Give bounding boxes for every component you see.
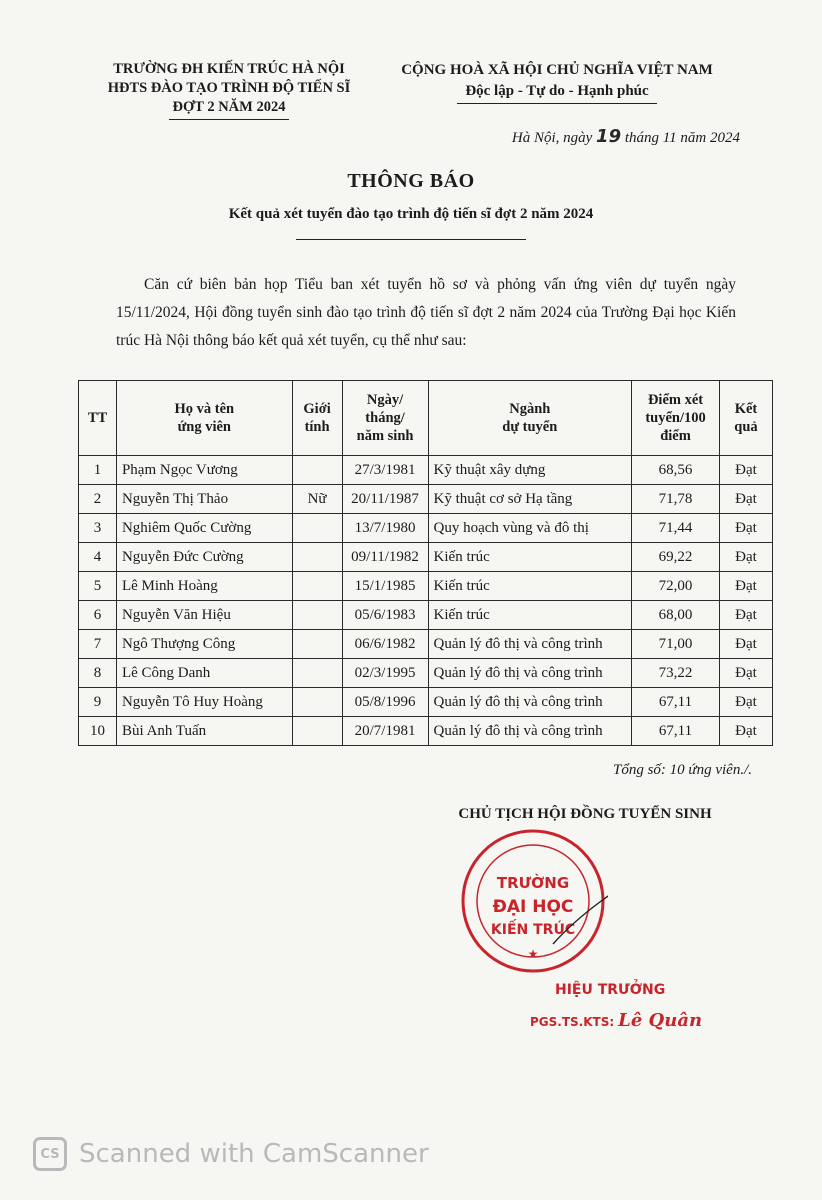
intro-paragraph: Căn cứ biên bản họp Tiểu ban xét tuyển hồ sơ và phỏng vấn ứng viên dự tuyển ngày 15/11/2024, Hội đồng tuyển sinh đào tạo trình độ tiến sĩ đợt 2 năm 2024 của Trường Đại học Kiến trúc Hà Nội thông báo kết quả xét tuyển, cụ thể như sau: (116, 276, 736, 349)
table-row (79, 717, 773, 746)
cell-birthdate: 20/7/1981 (342, 717, 428, 746)
cell-birthdate: 09/11/1982 (342, 543, 428, 572)
cell-score: 72,00 (632, 572, 720, 601)
cell-tt: 5 (79, 572, 117, 601)
date-suffix: tháng 11 năm 2024 (621, 130, 740, 146)
cell-result: Đạt (720, 717, 773, 746)
cell-gender (292, 659, 342, 688)
round-label: ĐỢT 2 NĂM 2024 (172, 99, 286, 115)
table-row (79, 543, 773, 572)
cell-score: 68,56 (632, 456, 720, 485)
cell-score: 73,22 (632, 659, 720, 688)
institution-name: TRƯỜNG ĐH KIẾN TRÚC HÀ NỘI (113, 61, 345, 77)
watermark-text: Scanned with CamScanner (79, 1139, 429, 1169)
cell-score: 71,00 (632, 630, 720, 659)
cell-gender (292, 630, 342, 659)
table-row (79, 485, 773, 514)
document-title: THÔNG BÁO (347, 170, 475, 192)
cell-name: Ngô Thượng Công (116, 630, 292, 659)
header-name (116, 381, 292, 456)
cell-name: Lê Công Danh (116, 659, 292, 688)
header-result-line: Kết (734, 401, 758, 417)
national-header (376, 60, 738, 104)
date-day-handwritten: 19 (596, 126, 622, 147)
cell-birthdate: 20/11/1987 (342, 485, 428, 514)
camscanner-watermark (33, 1136, 429, 1172)
header-major-line: Ngành (509, 401, 551, 417)
cell-major: Quản lý đô thị và công trình (428, 630, 632, 659)
header-score-line: tuyển/100 (645, 410, 706, 426)
seal-line-1: TRƯỜNG (496, 874, 570, 892)
header-tt-line: TT (87, 410, 108, 426)
header-result-line: quả (734, 419, 758, 435)
cell-tt: 1 (79, 456, 117, 485)
header-birthdate-line: năm sinh (356, 428, 414, 444)
national-motto: Độc lập - Tự do - Hạnh phúc (465, 83, 649, 99)
cell-birthdate: 05/6/1983 (342, 601, 428, 630)
cell-tt: 9 (79, 688, 117, 717)
cell-score: 68,00 (632, 601, 720, 630)
cell-major: Kiến trúc (428, 601, 632, 630)
header-score-line: Điểm xét (647, 392, 704, 408)
cell-birthdate: 02/3/1995 (342, 659, 428, 688)
date-prefix: Hà Nội, ngày (511, 130, 597, 146)
document-subtitle: Kết quả xét tuyển đào tạo trình độ tiến sĩ đợt 2 năm 2024 (228, 206, 594, 222)
cell-major: Quy hoạch vùng và đô thị (428, 514, 632, 543)
cell-result: Đạt (720, 601, 773, 630)
cell-gender (292, 601, 342, 630)
cell-name: Nguyễn Đức Cường (116, 543, 292, 572)
cell-result: Đạt (720, 485, 773, 514)
cell-tt: 10 (79, 717, 117, 746)
signer-title-prefix: PGS.TS.KTS: (530, 1015, 615, 1029)
cell-gender (292, 514, 342, 543)
header-birthdate (342, 381, 428, 456)
place-date (440, 126, 740, 147)
cell-result: Đạt (720, 659, 773, 688)
cell-gender (292, 572, 342, 601)
cell-result: Đạt (720, 572, 773, 601)
header-major-line: dự tuyển (502, 419, 558, 435)
chair-title: CHỦ TỊCH HỘI ĐỒNG TUYỂN SINH (458, 806, 712, 822)
cell-name: Nguyễn Thị Thảo (116, 485, 292, 514)
title-divider (296, 239, 526, 240)
cell-result: Đạt (720, 514, 773, 543)
cell-tt: 4 (79, 543, 117, 572)
cell-gender (292, 456, 342, 485)
cell-major: Quản lý đô thị và công trình (428, 659, 632, 688)
cell-name: Nguyễn Tô Huy Hoàng (116, 688, 292, 717)
table-header-row (79, 381, 773, 456)
cell-birthdate: 05/8/1996 (342, 688, 428, 717)
seal-line-2: ĐẠI HỌC (492, 897, 574, 917)
table-row (79, 456, 773, 485)
table-body (79, 456, 773, 746)
header-score-line: điểm (660, 428, 691, 444)
table-row (79, 630, 773, 659)
cell-major: Kiến trúc (428, 543, 632, 572)
header-name-line: ứng viên (177, 419, 231, 435)
header-result (720, 381, 773, 456)
national-title: CỘNG HOÀ XÃ HỘI CHỦ NGHĨA VIỆT NAM (401, 62, 713, 78)
cell-score: 71,44 (632, 514, 720, 543)
cell-major: Kỹ thuật cơ sở Hạ tầng (428, 485, 632, 514)
cell-result: Đạt (720, 456, 773, 485)
cell-major: Kiến trúc (428, 572, 632, 601)
cell-birthdate: 15/1/1985 (342, 572, 428, 601)
cell-score: 67,11 (632, 688, 720, 717)
cell-score: 67,11 (632, 717, 720, 746)
header-left-divider (169, 119, 289, 120)
cell-tt: 3 (79, 514, 117, 543)
header-score (632, 381, 720, 456)
header-birthdate-line: Ngày/ (366, 392, 404, 408)
signer-role: HIỆU TRƯỞNG (555, 982, 666, 998)
cell-name: Nguyễn Văn Hiệu (116, 601, 292, 630)
table-row (79, 601, 773, 630)
seal-line-3: KIẾN TRÚC (490, 922, 576, 938)
cell-result: Đạt (720, 688, 773, 717)
cell-tt: 7 (79, 630, 117, 659)
cell-name: Bùi Anh Tuấn (116, 717, 292, 746)
camscanner-logo-icon: CS (33, 1137, 67, 1171)
header-birthdate-line: tháng/ (365, 410, 405, 426)
cell-gender (292, 543, 342, 572)
total-count: Tổng số: 10 ứng viên./. (612, 762, 752, 778)
header-tt (79, 381, 117, 456)
table-row (79, 572, 773, 601)
cell-major: Kỹ thuật xây dựng (428, 456, 632, 485)
cell-tt: 2 (79, 485, 117, 514)
header-gender-line: Giới (303, 401, 331, 417)
header-gender (292, 381, 342, 456)
cell-birthdate: 27/3/1981 (342, 456, 428, 485)
cell-birthdate: 06/6/1982 (342, 630, 428, 659)
cell-gender (292, 717, 342, 746)
cell-result: Đạt (720, 543, 773, 572)
cell-major: Quản lý đô thị và công trình (428, 688, 632, 717)
cell-score: 71,78 (632, 485, 720, 514)
table-row (79, 514, 773, 543)
cell-major: Quản lý đô thị và công trình (428, 717, 632, 746)
signer-name (530, 1010, 702, 1031)
cell-score: 69,22 (632, 543, 720, 572)
cell-name: Nghiêm Quốc Cường (116, 514, 292, 543)
cell-name: Lê Minh Hoàng (116, 572, 292, 601)
cell-tt: 8 (79, 659, 117, 688)
table-row (79, 688, 773, 717)
table-row (79, 659, 773, 688)
cell-tt: 6 (79, 601, 117, 630)
cell-result: Đạt (720, 630, 773, 659)
cell-name: Phạm Ngọc Vương (116, 456, 292, 485)
cell-gender: Nữ (292, 485, 342, 514)
signer-fullname: Lê Quân (618, 1010, 703, 1031)
cell-gender (292, 688, 342, 717)
council-name: HĐTS ĐÀO TẠO TRÌNH ĐỘ TIẾN SĨ (107, 80, 351, 96)
header-right-divider (457, 103, 657, 104)
header-gender-line: tính (304, 419, 330, 435)
results-table (78, 380, 773, 746)
cell-birthdate: 13/7/1980 (342, 514, 428, 543)
official-seal-image (458, 826, 608, 976)
institution-header (84, 60, 374, 120)
svg-text:★: ★ (527, 947, 539, 961)
header-major (428, 381, 632, 456)
header-name-line: Họ và tên (174, 401, 235, 417)
